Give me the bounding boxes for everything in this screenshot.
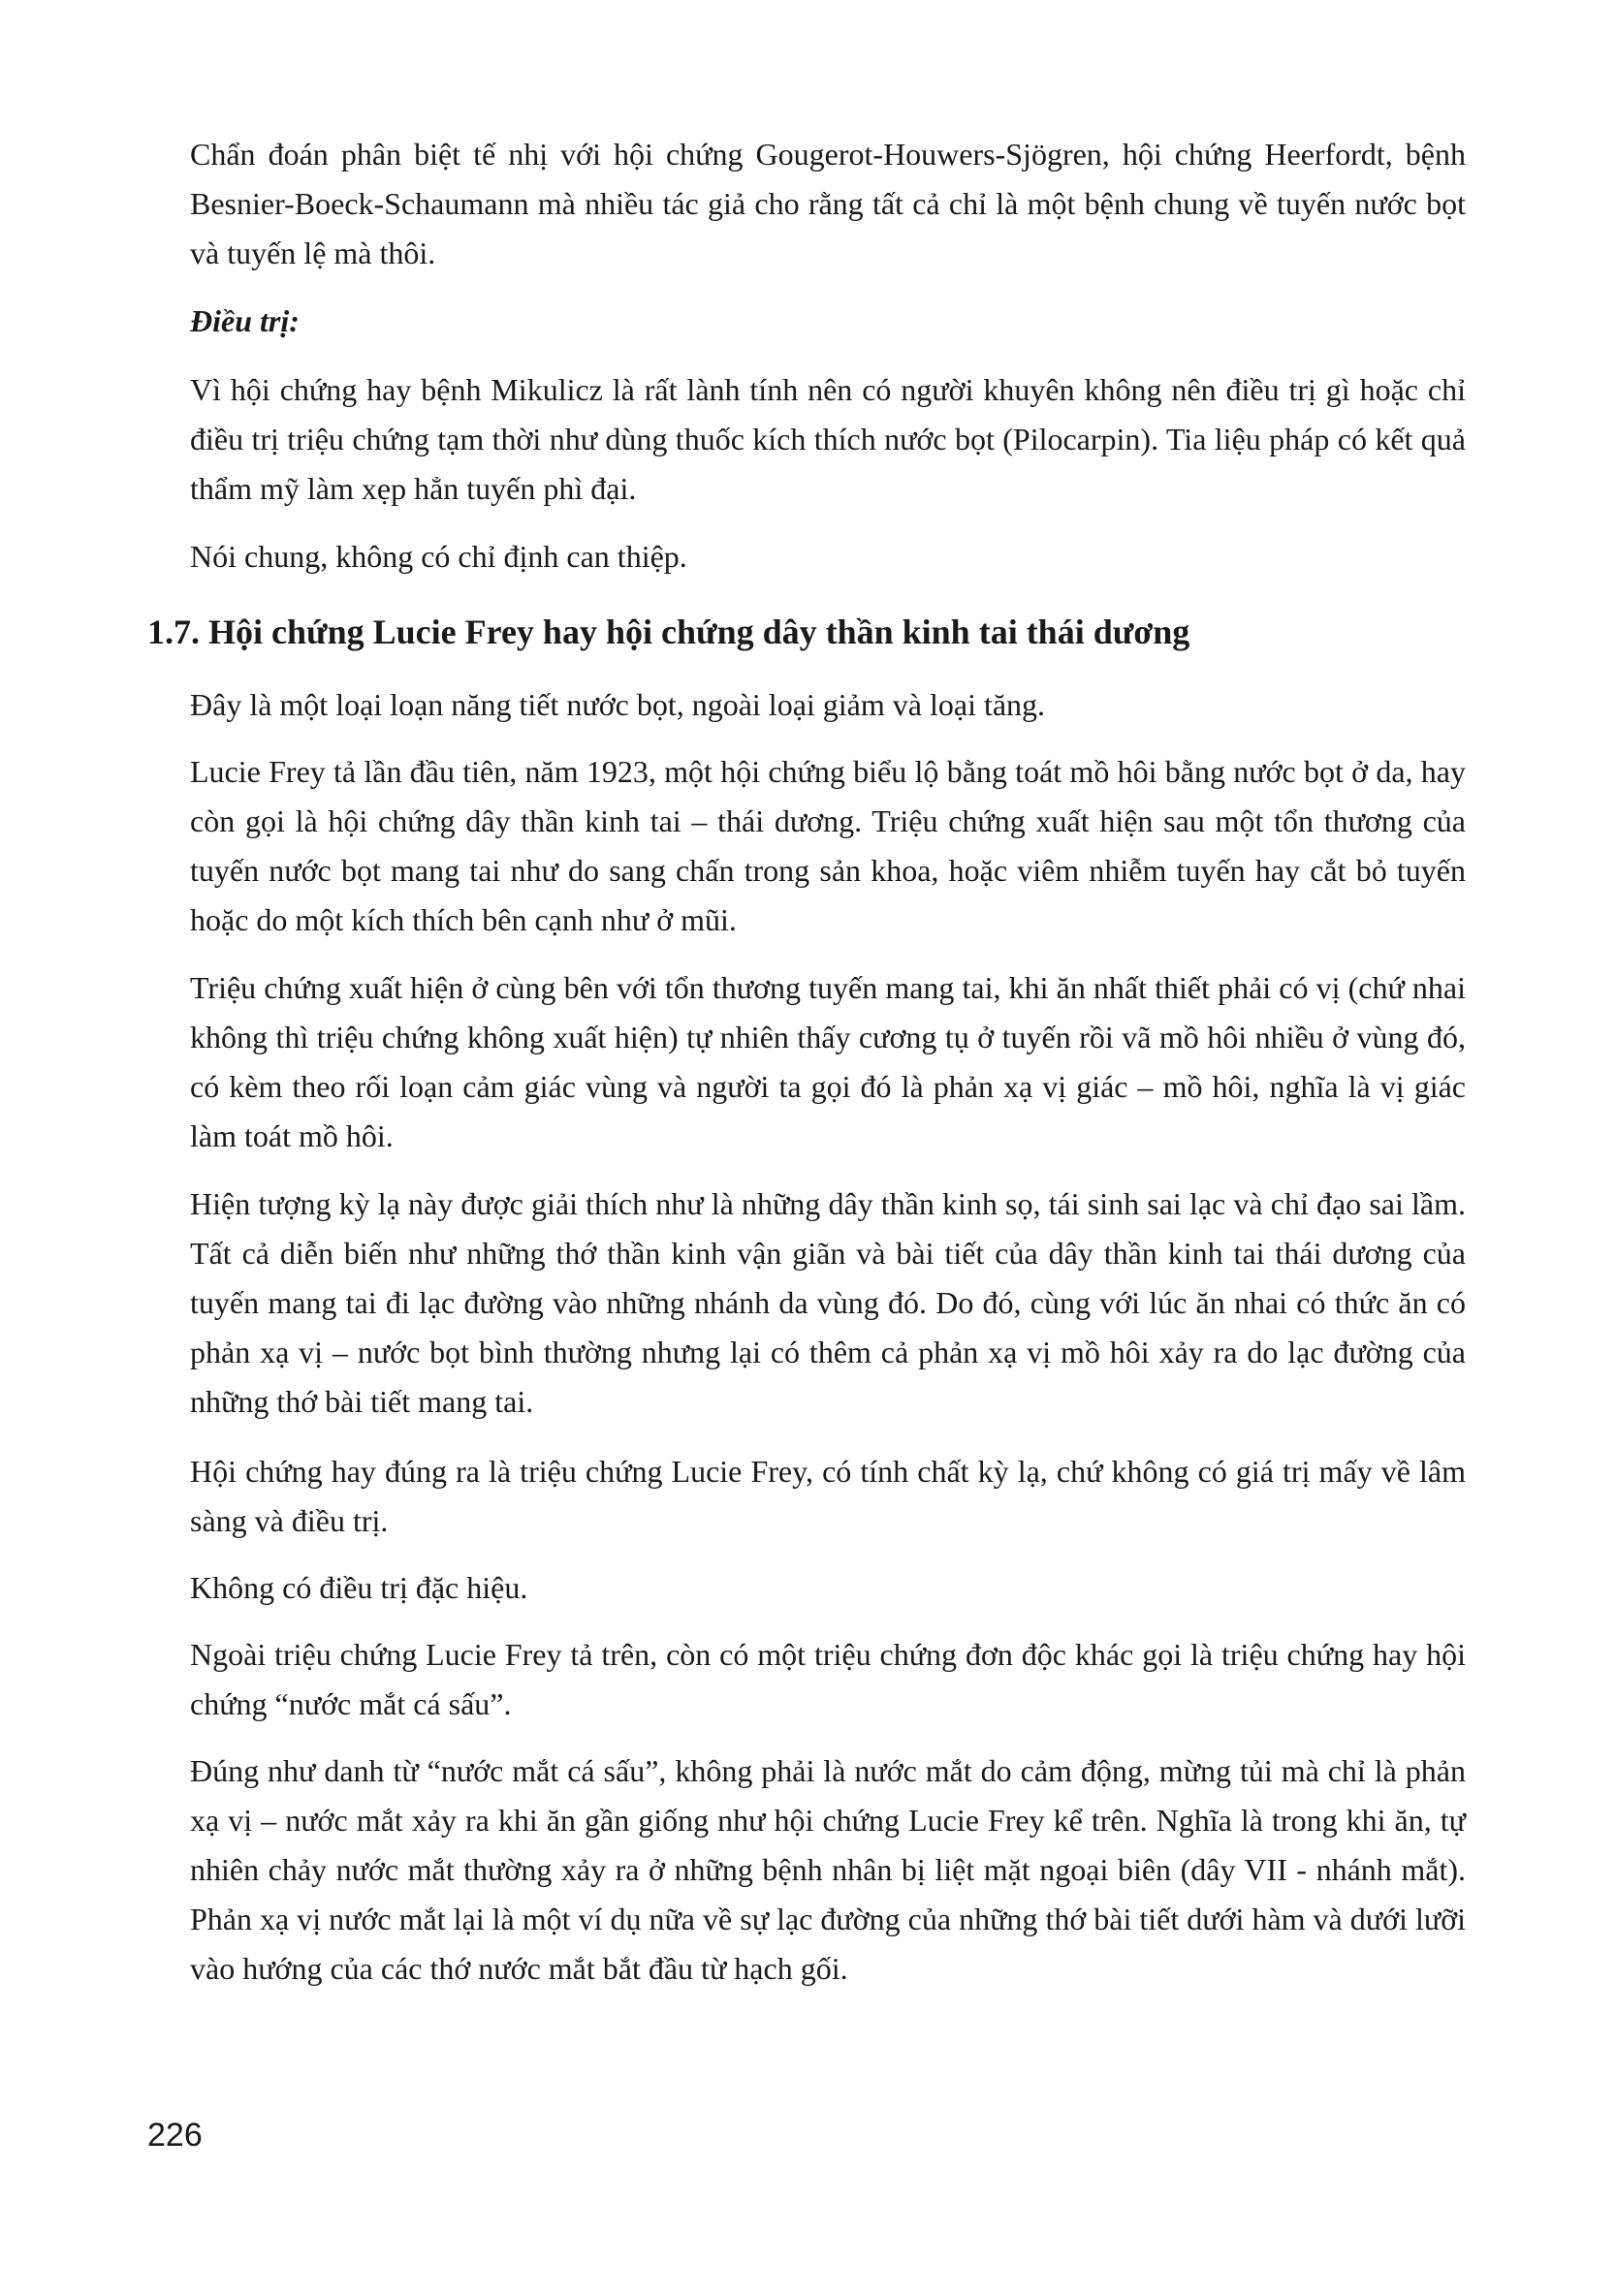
treatment-subheading: Điều trị: — [190, 303, 300, 338]
body-paragraph: Đúng như danh từ “nước mắt cá sấu”, không phải là nước mắt do cảm động, mừng tủi mà chỉ là phản xạ vị – nước mắt xảy ra khi ăn gần giống như hội chứng Lucie Frey kể trên. Nghĩa là trong khi ăn, tự nhiên chảy nước mắt thường xảy ra ở những bệnh nhân bị liệt mặt ngoại biên (dây VII - nhánh mắt). Phản xạ vị nước mắt lại là một ví dụ nữa về sự lạc đường của những thớ bài tiết dưới hàm và dưới lưỡi vào hướng của các thớ nước mắt bắt đầu từ hạch gối. — [190, 1753, 1466, 1986]
body-paragraph: Hiện tượng kỳ lạ này được giải thích như là những dây thần kinh sọ, tái sinh sai lạc và chỉ đạo sai lầm. Tất cả diễn biến như những thớ thần kinh vận giãn và bài tiết của dây thần kinh tai thái dương của tuyến mang tai đi lạc đường vào những nhánh da vùng đó. Do đó, cùng với lúc ăn nhai có thức ăn có phản xạ vị – nước bọt bình thường nhưng lại có thêm cả phản xạ vị mồ hôi xảy ra do lạc đường của những thớ bài tiết mang tai. — [190, 1186, 1466, 1419]
section-heading-1-7: 1.7. Hội chứng Lucie Frey hay hội chứng dây thần kinh tai thái dương — [147, 613, 1190, 651]
body-paragraph: Đây là một loại loạn năng tiết nước bọt, ngoài loại giảm và loại tăng. — [190, 687, 1046, 722]
page-number: 226 — [147, 2117, 203, 2154]
body-paragraph: Không có điều trị đặc hiệu. — [190, 1570, 528, 1605]
treatment-paragraph: Vì hội chứng hay bệnh Mikulicz là rất lành tính nên có người khuyên không nên điều trị gì hoặc chỉ điều trị triệu chứng tạm thời như dùng thuốc kích thích nước bọt (Pilocarpin). Tia liệu pháp có kết quả thẩm mỹ làm xẹp hẳn tuyến phì đại. — [190, 372, 1466, 506]
body-paragraph: Lucie Frey tả lần đầu tiên, năm 1923, một hội chứng biểu lộ bằng toát mồ hôi bằng nước bọt ở da, hay còn gọi là hội chứng dây thần kinh tai – thái dương. Triệu chứng xuất hiện sau một tổn thương của tuyến nước bọt mang tai như do sang chấn trong sản khoa, hoặc viêm nhiễm tuyến hay cắt bỏ tuyến hoặc do một kích thích bên cạnh như ở mũi. — [190, 754, 1466, 937]
body-paragraph: Hội chứng hay đúng ra là triệu chứng Lucie Frey, có tính chất kỳ lạ, chứ không có giá trị mấy về lâm sàng và điều trị. — [190, 1454, 1466, 1538]
no-intervention-paragraph: Nói chung, không có chỉ định can thiệp. — [190, 539, 687, 574]
body-paragraph: Ngoài triệu chứng Lucie Frey tả trên, còn có một triệu chứng đơn độc khác gọi là triệu chứng hay hội chứng “nước mắt cá sấu”. — [190, 1637, 1466, 1721]
body-paragraph: Triệu chứng xuất hiện ở cùng bên với tổn thương tuyến mang tai, khi ăn nhất thiết phải có vị (chứ nhai không thì triệu chứng không xuất hiện) tự nhiên thấy cương tụ ở tuyến rồi vã mồ hôi nhiều ở vùng đó, có kèm theo rối loạn cảm giác vùng và người ta gọi đó là phản xạ vị giác – mồ hôi, nghĩa là vị giác làm toát mồ hôi. — [190, 970, 1466, 1153]
differential-diagnosis-paragraph: Chẩn đoán phân biệt tế nhị với hội chứng Gougerot-Houwers-Sjögren, hội chứng Heerfordt, bệnh Besnier-Boeck-Schaumann mà nhiều tác giả cho rằng tất cả chỉ là một bệnh chung về tuyến nước bọt và tuyến lệ mà thôi. — [190, 137, 1466, 270]
